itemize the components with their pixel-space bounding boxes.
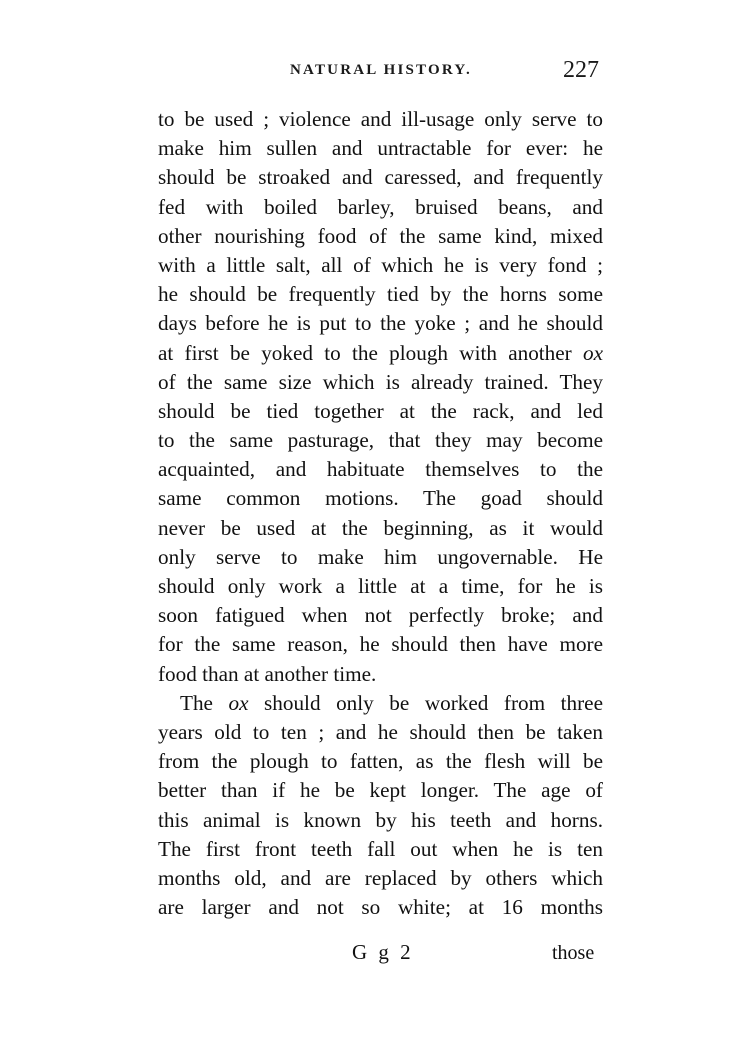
text-line: with a little salt, all of which he is very fond ;: [158, 252, 603, 277]
text-line: of the same size which is already trained. They: [158, 369, 603, 394]
body-text: [158, 105, 603, 922]
text-line: from the plough to fatten, as the flesh will be: [158, 749, 603, 774]
catchword: those: [552, 942, 595, 964]
text-line: other nourishing food of the same kind, mixed: [158, 223, 603, 248]
text-line: better than if he be kept longer. The age of: [158, 778, 603, 803]
text-line: same common motions. The goad should: [158, 486, 603, 511]
text-line: should only work a little at a time, for he is: [158, 574, 603, 598]
text-line: to be used ; violence and ill-usage only serve to: [158, 107, 603, 131]
text-line: acquainted, and habituate themselves to the: [158, 457, 603, 482]
text-line: The first front teeth fall out when he is ten: [158, 836, 603, 861]
text-line: soon fatigued when not perfectly broke; and: [158, 603, 603, 628]
text-line: to the same pasturage, that they may become: [158, 428, 603, 453]
text-line: days before he is put to the yoke ; and he should: [158, 311, 603, 336]
text-line: never be used at the beginning, as it would: [158, 515, 603, 540]
page-number: 227: [563, 57, 599, 83]
text-line: this animal is known by his teeth and horns.: [158, 807, 603, 832]
text-line: The ox should only be worked from three: [180, 690, 603, 715]
text-line: months old, and are replaced by others which: [158, 865, 603, 890]
text-line: at first be yoked to the plough with another ox: [158, 340, 603, 365]
signature-mark: G g 2: [352, 940, 414, 964]
text-line: are larger and not so white; at 16 months: [158, 895, 603, 920]
text-line: only serve to make him ungovernable. He: [158, 544, 603, 569]
running-title: NATURAL HISTORY.: [290, 62, 472, 78]
text-line: years old to ten ; and he should then be taken: [158, 719, 603, 744]
text-line: make him sullen and untractable for ever: he: [158, 136, 603, 161]
text-line: he should be frequently tied by the horns some: [158, 282, 603, 307]
text-line: should be stroaked and caressed, and frequently: [158, 165, 603, 190]
text-line: food than at another time.: [158, 661, 377, 686]
text-line: for the same reason, he should then have more: [158, 632, 603, 657]
text-line: should be tied together at the rack, and led: [158, 398, 603, 423]
text-line: fed with boiled barley, bruised beans, and: [158, 194, 603, 219]
